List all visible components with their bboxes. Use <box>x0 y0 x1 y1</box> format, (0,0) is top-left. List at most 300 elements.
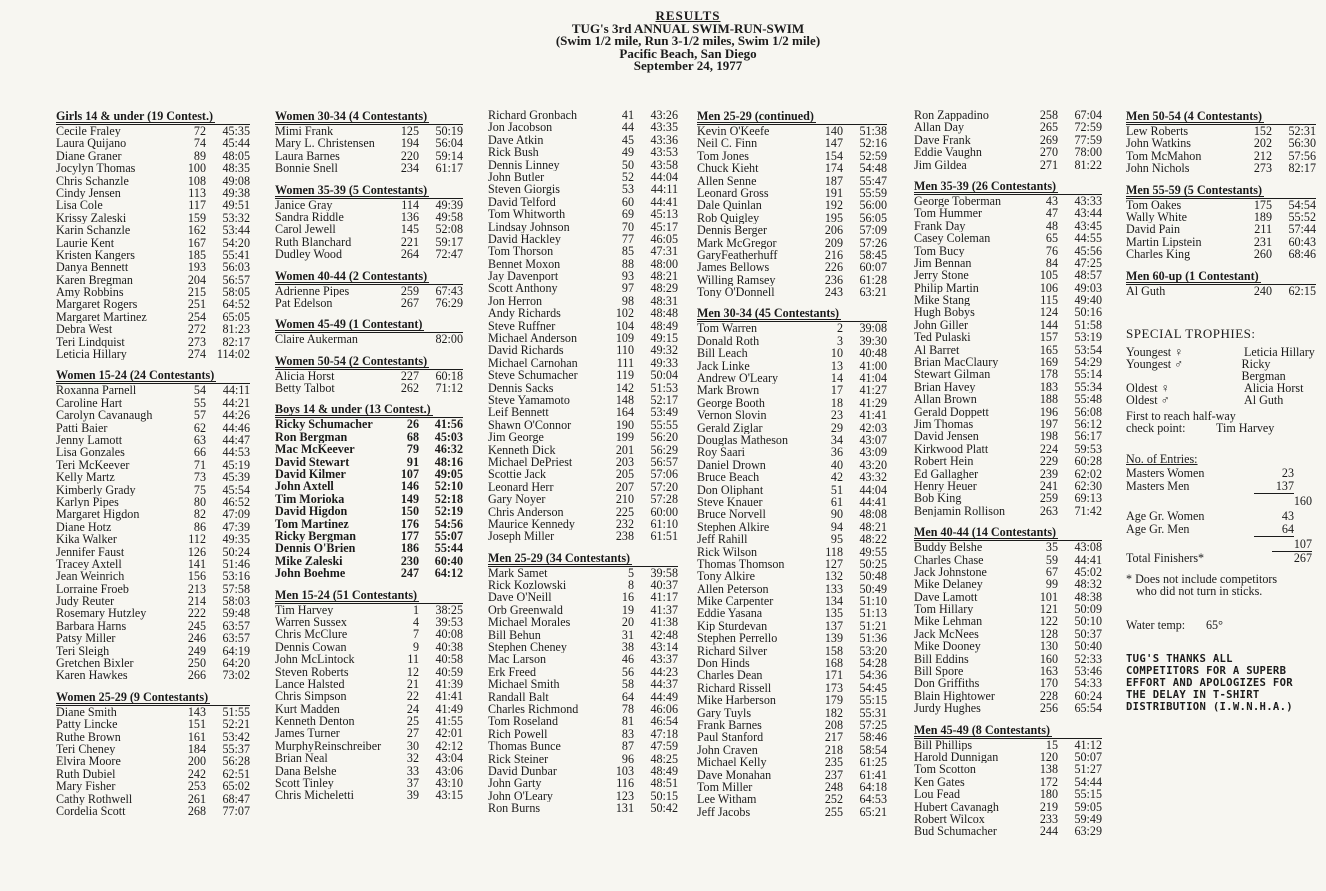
competitor-name: Mark Samet <box>488 566 548 580</box>
finish-place: 172 <box>1039 774 1058 789</box>
finish-time: 50:15 <box>650 788 678 803</box>
finish-time: 49:39 <box>435 197 463 212</box>
category-section <box>914 723 1102 838</box>
competitor-name: John Watkins <box>1126 137 1191 150</box>
category-title: Men 50-54 (4 Contestants) <box>1126 109 1263 123</box>
finish-place: 108 <box>187 173 206 188</box>
competitor-name: Tom Bucy <box>914 244 965 257</box>
result-row <box>56 459 250 471</box>
finish-place: 157 <box>1039 330 1058 345</box>
finish-time: 50:09 <box>1074 602 1102 617</box>
competitor-name: Stewart Gilman <box>914 368 991 381</box>
finish-time: 39:53 <box>435 614 463 629</box>
finish-time: 59:17 <box>435 234 463 249</box>
result-row <box>1126 223 1316 235</box>
finish-time: 43:15 <box>435 788 463 803</box>
event-distances: (Swim 1/2 mile, Run 3-1/2 miles, Swim 1/2 mile) <box>555 33 821 48</box>
category-title: Men 15-24 (51 Contestants) <box>275 587 418 602</box>
result-row <box>275 505 463 517</box>
competitor-name: Rick Kozlowski <box>488 579 567 592</box>
finish-place: 9 <box>412 639 419 654</box>
result-row <box>914 146 1102 158</box>
finish-time: 67:04 <box>1074 108 1102 122</box>
finish-place: 117 <box>188 198 206 213</box>
result-row <box>56 718 250 730</box>
category-title: Men 45-49 (8 Contestants) <box>914 722 1051 737</box>
category-title: Men 25-29 (34 Contestants) <box>488 550 631 565</box>
finish-time: 68:46 <box>1288 247 1316 262</box>
competitor-name: Kip Sturdevan <box>697 619 768 633</box>
finish-time: 40:48 <box>859 346 887 361</box>
competitor-name: Philip Martin <box>914 281 979 295</box>
result-row <box>56 199 250 211</box>
competitor-name: John Butler <box>488 170 545 184</box>
competitor-name: Michael Kelly <box>697 756 767 769</box>
competitor-name: Tim Morioka <box>275 492 345 506</box>
competitor-name: Margaret Martinez <box>56 310 147 324</box>
finish-place: 250 <box>187 656 206 671</box>
finish-place: 79 <box>406 442 419 457</box>
result-row <box>56 323 250 335</box>
finish-time: 44:41 <box>650 194 678 209</box>
competitor-name: Mary L. Christensen <box>275 137 375 150</box>
finish-time: 64:18 <box>859 779 887 794</box>
competitor-name: Diane Hotz <box>56 520 112 534</box>
competitor-name: Tony Alkire <box>697 570 755 583</box>
finish-time: 42:12 <box>435 738 463 753</box>
finish-place: 98 <box>621 293 634 308</box>
finish-place: 188 <box>1039 392 1058 407</box>
competitor-name: Hubert Cavanagh <box>914 800 999 813</box>
competitor-name: Ed Gallagher <box>914 467 979 480</box>
competitor-name: Jeff Jacobs <box>697 805 751 819</box>
finish-time: 43:44 <box>1074 206 1102 221</box>
finish-time: 39:58 <box>650 565 678 580</box>
finish-place: 239 <box>1039 466 1058 481</box>
finish-time: 45:35 <box>222 124 250 138</box>
competitor-name: David Jensen <box>914 430 979 443</box>
finish-time: 55:48 <box>1074 392 1102 407</box>
competitor-name: Ricky Bergman <box>275 529 356 543</box>
finish-place: 49 <box>621 145 634 160</box>
finish-time: 60:28 <box>1074 454 1102 469</box>
finish-time: 53:32 <box>222 210 250 225</box>
result-row <box>488 245 678 257</box>
competitor-name: Tom Oakes <box>1126 198 1182 211</box>
competitor-name: Mike Carpenter <box>697 595 774 608</box>
finish-place: 120 <box>1039 749 1058 764</box>
finish-place: 212 <box>1253 148 1272 163</box>
finish-time: 41:04 <box>859 371 887 386</box>
results-column <box>275 109 463 802</box>
finish-time: 41:55 <box>435 714 463 729</box>
competitor-name: Bud Schumacher <box>914 825 997 838</box>
competitor-name: John Nichols <box>1126 162 1190 175</box>
finish-place: 109 <box>615 331 634 346</box>
finish-place: 136 <box>400 209 419 224</box>
finish-place: 99 <box>1045 577 1058 592</box>
finish-time: 63:57 <box>222 618 250 633</box>
finish-place: 71 <box>193 457 206 472</box>
competitor-name: Lance Halsted <box>275 677 345 691</box>
finish-place: 27 <box>406 726 419 741</box>
competitor-name: Paul Stanford <box>697 731 764 744</box>
competitor-name: Chris Schanzle <box>56 174 129 187</box>
finish-place: 103 <box>615 763 634 778</box>
finish-time: 40:08 <box>435 627 463 642</box>
finish-time: 49:38 <box>222 185 250 200</box>
result-row <box>56 187 250 199</box>
finish-time: 44:53 <box>222 445 250 460</box>
competitor-name: Chris Simpson <box>275 690 347 703</box>
finish-place: 152 <box>1253 124 1272 138</box>
result-row <box>488 121 678 133</box>
finish-time: 56:57 <box>222 272 250 287</box>
competitor-name: Rob Quigley <box>697 211 760 225</box>
competitor-name: Andrew O'Leary <box>697 372 779 385</box>
finish-place: 66 <box>193 445 206 460</box>
finish-place: 182 <box>824 705 843 720</box>
competitor-name: Allen Peterson <box>697 582 769 596</box>
halfway-winner <box>1126 422 1316 434</box>
finish-time: 58:05 <box>222 285 250 300</box>
finish-place: 170 <box>1039 676 1058 691</box>
competitor-name: Ted Pulaski <box>914 331 971 344</box>
finish-place: 8 <box>627 578 634 593</box>
finish-time: 43:32 <box>859 470 887 485</box>
competitor-name: Leif Bennett <box>488 406 549 419</box>
competitor-name: Dave Atkin <box>488 133 544 147</box>
finish-place: 83 <box>621 726 634 741</box>
competitor-name: Daniel Drown <box>697 458 766 472</box>
competitor-name: Allan Day <box>914 121 965 134</box>
category-section <box>275 317 463 345</box>
finish-time: 64:20 <box>222 656 250 671</box>
competitor-name: Patsy Miller <box>56 632 116 645</box>
finish-place: 235 <box>824 755 843 770</box>
finish-place: 69 <box>621 207 634 222</box>
result-row <box>697 384 887 396</box>
category-section <box>914 525 1102 714</box>
finish-time: 43:20 <box>859 457 887 472</box>
competitor-name: Vernon Slovin <box>697 409 767 422</box>
competitor-name: Kenneth Denton <box>275 715 355 728</box>
finish-time: 48:57 <box>1074 268 1102 283</box>
finish-time: 53:44 <box>222 223 250 238</box>
finish-place: 22 <box>406 689 419 704</box>
finish-place: 156 <box>187 569 206 584</box>
finish-time: 56:57 <box>650 454 678 469</box>
finish-time: 51:53 <box>650 380 678 395</box>
result-row <box>697 570 887 582</box>
competitor-name: Tony O'Donnell <box>697 286 775 299</box>
result-row <box>56 446 250 458</box>
finish-time: 78:00 <box>1074 145 1102 160</box>
finish-time: 44:41 <box>1074 552 1102 567</box>
finish-time: 51:27 <box>1074 762 1102 777</box>
finish-place: 50 <box>621 157 634 172</box>
result-row <box>488 146 678 158</box>
result-row <box>56 780 250 792</box>
trophy-label: Youngest ♀ <box>1126 345 1184 359</box>
finish-place: 213 <box>187 581 206 596</box>
finish-place: 13 <box>830 358 843 373</box>
competitor-name: Jerry Stone <box>914 269 969 282</box>
finish-time: 41:49 <box>435 701 463 716</box>
result-row <box>697 471 887 483</box>
finish-place: 173 <box>824 680 843 695</box>
result-row <box>56 124 250 137</box>
finish-place: 48 <box>1045 218 1058 233</box>
category-section <box>1126 109 1316 175</box>
competitor-name: John Giller <box>914 318 969 332</box>
category-section <box>275 354 463 395</box>
finish-time: 41:41 <box>435 689 463 704</box>
result-row <box>697 793 887 805</box>
competitor-name: Lou Fead <box>914 788 961 801</box>
finish-place: 23 <box>830 408 843 423</box>
competitor-name: Ron Zappadino <box>914 109 989 122</box>
finish-time: 50:04 <box>650 368 678 383</box>
finish-place: 248 <box>824 779 843 794</box>
category-section <box>56 109 250 360</box>
competitor-name: Jim Bennan <box>914 256 972 270</box>
competitor-name: Dennis Linney <box>488 158 560 171</box>
competitor-name: Tom Thorson <box>488 245 554 258</box>
finish-time: 43:26 <box>650 108 678 122</box>
category-section <box>275 402 463 579</box>
finish-time: 49:03 <box>1074 280 1102 295</box>
results-header <box>0 10 1326 73</box>
competitor-name: Rich Powell <box>488 727 548 741</box>
competitor-name: Jim George <box>488 431 544 444</box>
finish-place: 5 <box>627 565 634 580</box>
category-section <box>275 183 463 261</box>
finish-time: 44:04 <box>650 169 678 184</box>
result-row <box>697 533 887 545</box>
competitor-name: Alicia Horst <box>275 369 335 383</box>
category-section <box>1126 269 1316 297</box>
finish-place: 91 <box>406 454 419 469</box>
finish-time: 60:24 <box>1074 688 1102 703</box>
finish-time: 63:21 <box>859 285 887 300</box>
finish-time: 41:00 <box>859 358 887 373</box>
finish-time: 44:55 <box>1074 231 1102 246</box>
result-row <box>56 137 250 149</box>
finish-place: 1 <box>412 602 419 617</box>
result-row <box>914 788 1102 800</box>
finish-place: 128 <box>1039 626 1058 641</box>
finish-time: 58:03 <box>222 594 250 609</box>
result-row <box>488 653 678 665</box>
competitor-name: Barbara Harns <box>56 619 127 633</box>
finish-place: 189 <box>1253 209 1272 224</box>
competitor-name: Leonard Herr <box>488 480 554 494</box>
competitor-name: Ricky Schumacher <box>275 418 373 431</box>
finish-time: 57:26 <box>859 235 887 250</box>
finish-time: 48:31 <box>650 293 678 308</box>
finish-place: 124 <box>1039 305 1058 320</box>
competitor-name: George Toberman <box>914 194 1002 208</box>
finish-place: 167 <box>187 235 206 250</box>
result-row <box>56 620 250 632</box>
finish-place: 46 <box>621 652 634 667</box>
result-row <box>56 409 250 421</box>
competitor-name: David Hackley <box>488 232 561 246</box>
competitor-name: Ruth Dubiel <box>56 767 116 781</box>
finish-place: 111 <box>616 355 634 370</box>
competitor-name: Bill Leach <box>697 347 748 360</box>
finish-place: 32 <box>406 751 419 766</box>
finish-time: 56:28 <box>222 754 250 769</box>
finish-place: 194 <box>400 136 419 151</box>
finish-place: 183 <box>1039 379 1058 394</box>
result-row <box>56 298 250 310</box>
finish-time: 48:29 <box>650 281 678 296</box>
finish-place: 201 <box>615 442 634 457</box>
competitor-name: Dana Belshe <box>275 764 337 778</box>
competitor-name: Dudley Wood <box>275 248 342 261</box>
finish-place: 19 <box>621 602 634 617</box>
competitor-name: Bennet Moxon <box>488 257 561 271</box>
competitor-name: Al Barret <box>914 343 960 357</box>
results-column <box>697 109 887 818</box>
finish-place: 36 <box>830 445 843 460</box>
finish-time: 114:02 <box>216 347 250 362</box>
competitor-name: Rick Steiner <box>488 752 549 765</box>
finish-time: 45:44 <box>222 136 250 151</box>
finish-time: 59:14 <box>435 148 463 163</box>
finish-place: 228 <box>1039 688 1058 703</box>
finish-place: 149 <box>400 491 419 506</box>
result-row <box>56 175 250 187</box>
finish-time: 60:43 <box>1288 234 1316 249</box>
result-row <box>56 793 250 805</box>
competitor-name: John O'Leary <box>488 789 553 803</box>
result-row <box>914 702 1102 714</box>
competitor-name: MurphyReinschreiber <box>275 739 382 753</box>
finish-place: 159 <box>187 210 206 225</box>
competitor-name: Dave Monahan <box>697 768 772 781</box>
finish-time: 56:08 <box>1074 404 1102 419</box>
finish-time: 61:51 <box>650 529 678 544</box>
finish-place: 165 <box>1039 342 1058 357</box>
finish-time: 53:42 <box>222 729 250 744</box>
result-row <box>914 393 1102 405</box>
competitor-name: Casey Coleman <box>914 232 991 245</box>
finish-place: 119 <box>616 368 634 383</box>
finish-place: 138 <box>1039 762 1058 777</box>
finish-time: 55:15 <box>859 693 887 708</box>
result-row <box>56 755 250 767</box>
finish-time: 57:28 <box>650 492 678 507</box>
competitor-name: Don Griffiths <box>914 677 980 690</box>
competitor-name: Leticia Hillary <box>56 348 127 361</box>
finish-place: 25 <box>406 714 419 729</box>
finish-place: 151 <box>187 717 206 732</box>
finish-place: 93 <box>621 269 634 284</box>
finish-time: 58:46 <box>859 730 887 745</box>
result-row <box>914 492 1102 504</box>
competitor-name: Michael Smith <box>488 678 560 691</box>
result-row <box>56 212 250 224</box>
competitor-name: Bruce Beach <box>697 471 760 484</box>
finish-time: 58:45 <box>859 247 887 262</box>
finish-time: 52:21 <box>222 717 250 732</box>
result-row <box>275 480 463 492</box>
result-row <box>697 694 887 706</box>
competitor-name: Tom Miller <box>697 780 753 794</box>
finish-time: 55:59 <box>859 185 887 200</box>
competitor-name: Mike Lehman <box>914 615 983 628</box>
trophy-label: Oldest ♀ <box>1126 381 1170 395</box>
competitor-name: Eddie Yasana <box>697 607 763 620</box>
result-row <box>697 446 887 458</box>
finish-time: 48:05 <box>222 148 250 163</box>
competitor-name: Al Guth <box>1126 284 1166 297</box>
finish-place: 198 <box>1039 429 1058 444</box>
category-section <box>697 109 887 298</box>
result-row <box>275 789 463 801</box>
finish-place: 45 <box>621 132 634 147</box>
competitor-name: Lisa Cole <box>56 199 103 212</box>
finish-time: 71:42 <box>1074 503 1102 518</box>
result-row <box>275 124 463 137</box>
finish-time: 49:33 <box>650 355 678 370</box>
finish-time: 56:04 <box>435 136 463 151</box>
finish-time: 44:11 <box>222 383 250 398</box>
competitor-name: Kristen Kangers <box>56 248 135 262</box>
finish-place: 40 <box>830 457 843 472</box>
result-row <box>488 591 678 603</box>
finish-place: 20 <box>621 615 634 630</box>
finish-time: 69:13 <box>1074 491 1102 506</box>
competitor-name: Roxanna Parnell <box>56 384 137 397</box>
result-row <box>697 756 887 768</box>
competitor-name: Rick Wilson <box>697 545 758 558</box>
result-row <box>56 162 250 174</box>
finish-time: 40:59 <box>435 664 463 679</box>
finish-time: 60:00 <box>650 504 678 519</box>
competitor-name: Jay Davenport <box>488 270 559 283</box>
finish-place: 203 <box>615 454 634 469</box>
finish-place: 178 <box>1039 367 1058 382</box>
result-row <box>56 632 250 644</box>
finish-time: 42:01 <box>435 726 463 741</box>
category-title: Women 35-39 (5 Contestants) <box>275 182 428 197</box>
category-section <box>914 109 1102 171</box>
finish-place: 273 <box>1253 161 1272 176</box>
finish-place: 118 <box>825 544 843 559</box>
finish-time: 57:20 <box>650 479 678 494</box>
finish-place: 56 <box>621 664 634 679</box>
finish-place: 16 <box>621 590 634 605</box>
finish-place: 176 <box>400 516 419 531</box>
category-section <box>697 306 887 818</box>
result-row <box>275 223 463 235</box>
finish-time: 57:56 <box>1288 148 1316 163</box>
finish-time: 43:10 <box>435 776 463 791</box>
competitor-name: John Garty <box>488 777 542 790</box>
category-section <box>275 588 463 802</box>
finish-time: 82:00 <box>435 332 463 347</box>
competitor-name: Bill Phillips <box>914 738 973 751</box>
result-row <box>697 806 887 818</box>
competitor-name: Roy Saari <box>697 446 746 459</box>
finish-place: 125 <box>400 124 419 138</box>
finish-time: 51:55 <box>222 704 250 719</box>
finish-place: 142 <box>615 380 634 395</box>
